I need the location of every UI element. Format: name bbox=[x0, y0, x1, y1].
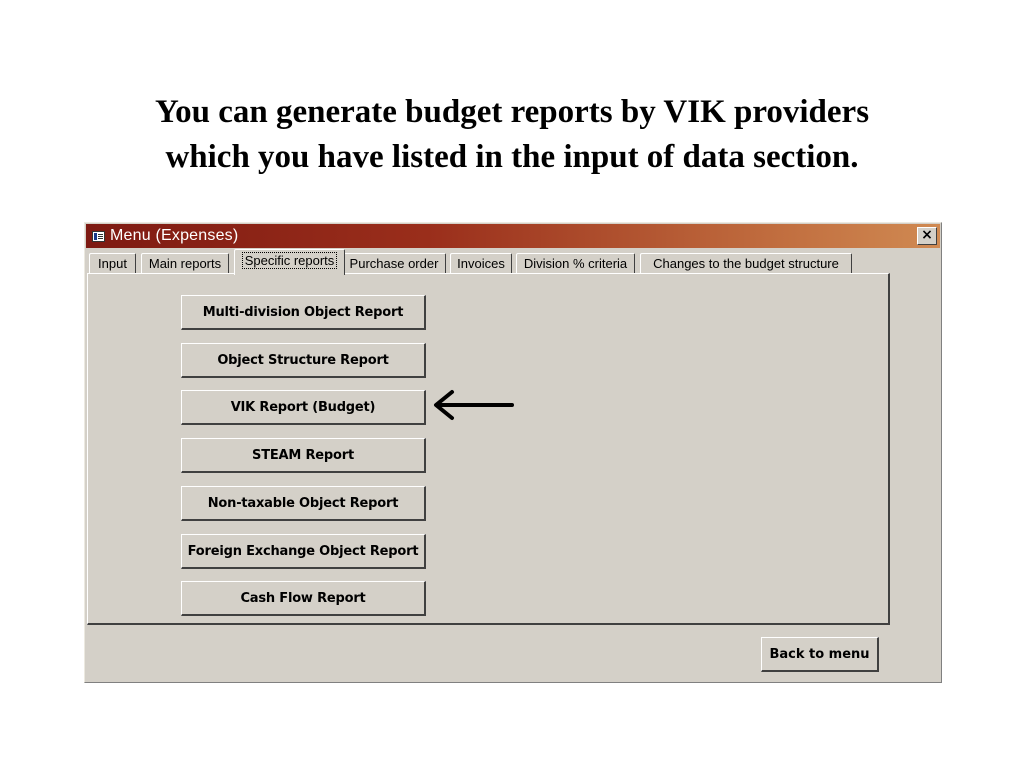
left-arrow-icon bbox=[430, 387, 516, 423]
tab-specific-reports[interactable] bbox=[234, 249, 345, 275]
object-structure-report-button[interactable]: Object Structure Report bbox=[181, 343, 426, 378]
back-to-menu-button[interactable]: Back to menu bbox=[761, 637, 879, 672]
form-icon bbox=[92, 231, 105, 242]
tab-purchase-order[interactable] bbox=[342, 253, 446, 274]
tab-invoices[interactable] bbox=[450, 253, 512, 274]
tab-label: Main reports bbox=[148, 256, 222, 271]
tab-label: Specific reports bbox=[242, 252, 338, 269]
tab-label: Invoices bbox=[457, 256, 505, 271]
tab-label: Input bbox=[98, 256, 127, 271]
tab-label: Division % criteria bbox=[523, 256, 628, 271]
cash-flow-report-button[interactable]: Cash Flow Report bbox=[181, 581, 426, 616]
tab-label: Changes to the budget structure bbox=[653, 256, 839, 271]
non-taxable-object-report-button[interactable]: Non-taxable Object Report bbox=[181, 486, 426, 521]
close-icon: × bbox=[921, 227, 933, 243]
close-button[interactable] bbox=[917, 227, 937, 245]
tab-input[interactable] bbox=[89, 253, 136, 274]
window-title: Menu (Expenses) bbox=[110, 227, 239, 244]
foreign-exchange-object-report-button[interactable]: Foreign Exchange Object Report bbox=[181, 534, 426, 569]
multi-division-object-report-button[interactable]: Multi-division Object Report bbox=[181, 295, 426, 330]
tab-main-reports[interactable] bbox=[141, 253, 229, 274]
tab-changes-budget-structure[interactable] bbox=[640, 253, 852, 274]
tab-label: Purchase order bbox=[349, 256, 439, 271]
caption-line-1: You can generate budget reports by VIK providers bbox=[154, 94, 870, 130]
specific-reports-panel bbox=[87, 273, 890, 625]
steam-report-button[interactable]: STEAM Report bbox=[181, 438, 426, 473]
slide-caption bbox=[0, 90, 1024, 180]
menu-window bbox=[84, 222, 942, 683]
vik-report-budget-button[interactable]: VIK Report (Budget) bbox=[181, 390, 426, 425]
tab-division-criteria[interactable] bbox=[516, 253, 635, 274]
title-bar[interactable] bbox=[86, 224, 940, 248]
caption-line-2: which you have listed in the input of data section. bbox=[165, 139, 859, 175]
